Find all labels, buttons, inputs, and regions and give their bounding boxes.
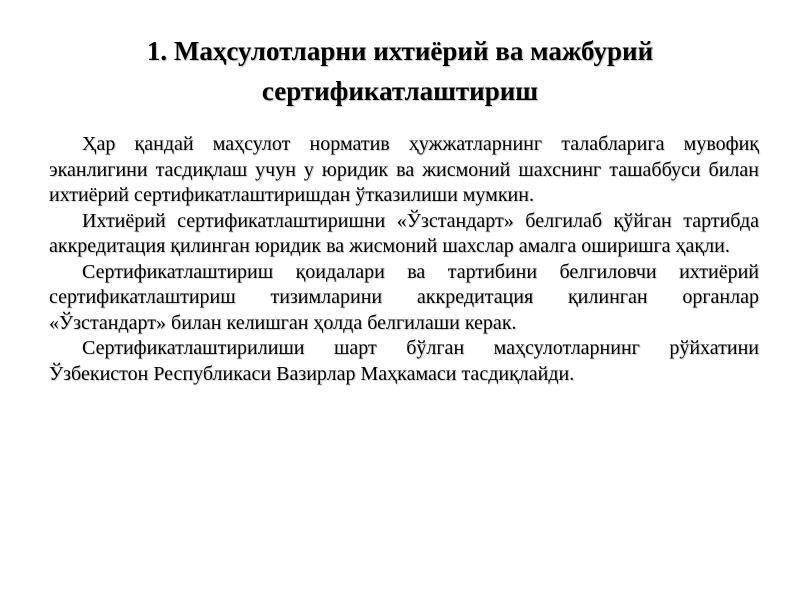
- paragraph: Сертификатлаштириш қоидалари ва тартибини белгиловчи ихтиёрий сертификатлаштириш тизимларини аккредитация қилинган органлар «Ўзстандарт» билан келишган ҳолда белгилаши керак.: [49, 260, 759, 334]
- slide-body: [49, 132, 759, 387]
- paragraph: Сертификатлаштирилиши шарт бўлган маҳсулотларнинг рўйхатини Ўзбекистон Республикаси Вазирлар Маҳкамаси тасдиқлайди.: [49, 337, 759, 385]
- paragraph: Ихтиёрий сертификатлаштиришни «Ўзстандарт» белгилаб қўйган тартибда аккредитация қилинган юридик ва жисмоний шахслар амалга оширишга ҳақли.: [49, 209, 759, 257]
- paragraph: Ҳар қандай маҳсулот норматив ҳужжатларнинг талабларига мувофиқ эканлигини тасдиқлаш учун у юридик ва жисмоний шахснинг ташаббуси билан ихтиёрий сертификатлаштиришдан ўтказилиши мумкин.: [49, 133, 759, 206]
- slide-title: 1. Маҳсулотларни ихтиёрий ва мажбурий сертификатлаштириш: [146, 36, 654, 106]
